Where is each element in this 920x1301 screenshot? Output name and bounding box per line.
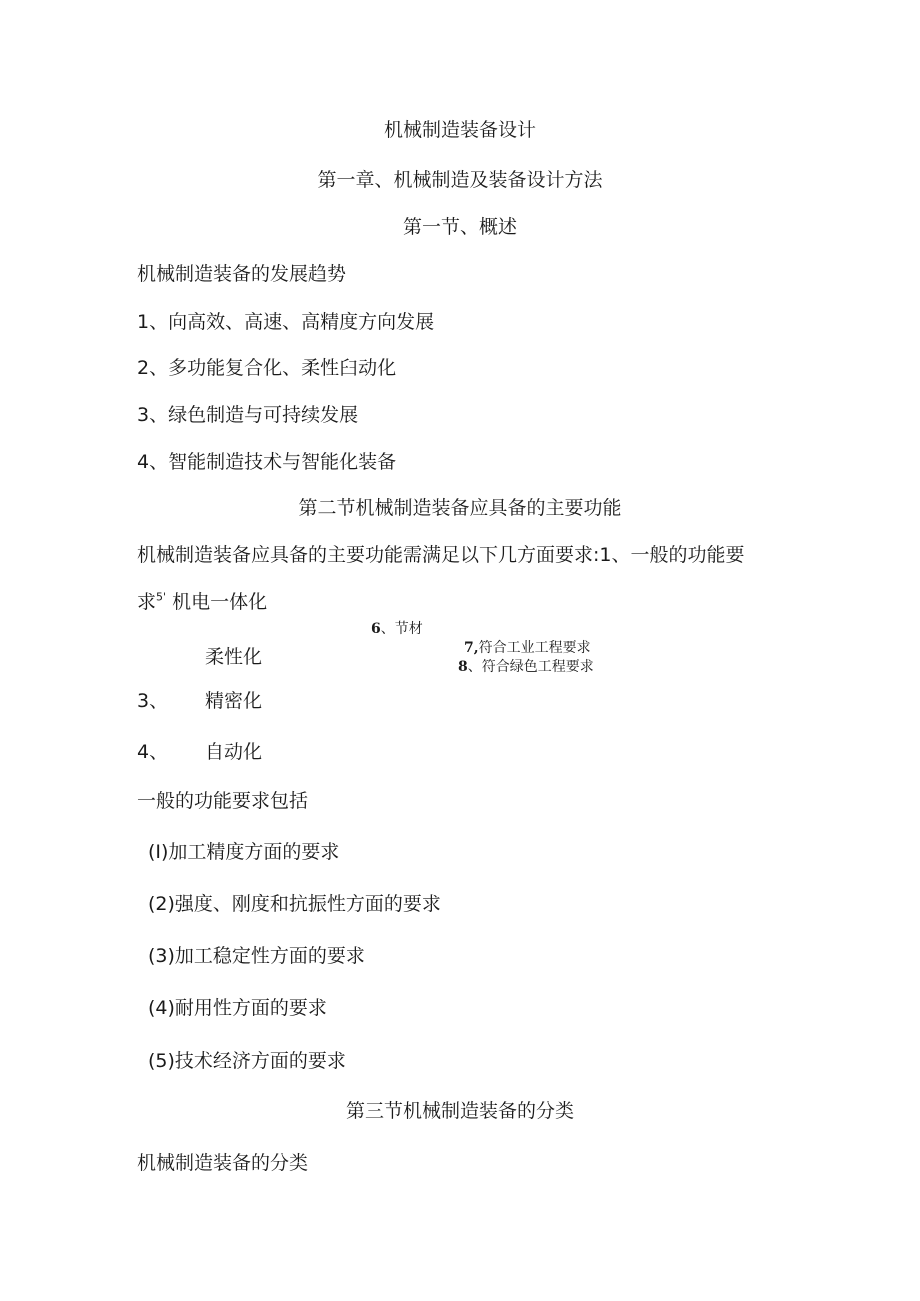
small-list-item <box>371 620 423 638</box>
section3-subheading: 机械制造装备的分类 <box>137 1152 309 1174</box>
small-item-number: 6 <box>371 621 381 637</box>
function-list-item-number: 4、 <box>137 741 169 763</box>
small-item-number: 7, <box>464 640 479 656</box>
general-requirement-item: (5)技术经济方面的要求 <box>148 1050 346 1072</box>
function-list-item-number: 3、 <box>137 690 169 712</box>
section2-paragraph-line1: 机械制造装备应具备的主要功能需满足以下几方面要求:1、一般的功能要 <box>137 544 745 566</box>
trend-item-number: 4 <box>137 451 150 473</box>
general-requirement-item: (2)强度、刚度和抗振性方面的要求 <box>148 893 441 915</box>
paragraph-text: 求 <box>137 591 157 613</box>
general-requirement-item: (4)耐用性方面的要求 <box>148 997 327 1019</box>
trend-item-number: 3 <box>137 404 150 426</box>
paragraph-text: 机电一体化 <box>166 591 268 613</box>
trend-item-text: 、智能制造技术与智能化装备 <box>149 451 397 473</box>
trend-item-text: 、多功能复合化、柔性臼动化 <box>149 357 397 379</box>
chapter-heading: 第一章、机械制造及装备设计方法 <box>317 169 603 191</box>
small-item-text: 、符合绿色工程要求 <box>467 659 594 675</box>
section2-paragraph-line2 <box>137 590 267 614</box>
document-title: 机械制造装备设计 <box>383 119 536 141</box>
trend-item <box>137 310 434 334</box>
small-list-item <box>458 658 594 676</box>
trend-item-number: 2 <box>137 357 150 379</box>
section1-heading: 第一节、概述 <box>402 216 517 238</box>
function-list-item: 精密化 <box>205 690 263 712</box>
small-item-text: 、节材 <box>380 621 423 637</box>
small-item-number: 8 <box>458 659 468 675</box>
trend-item <box>137 450 396 474</box>
small-list-item <box>464 639 591 657</box>
general-requirement-item: (I)加工精度方面的要求 <box>148 841 340 863</box>
small-item-text: 符合工业工程要求 <box>478 640 591 656</box>
trend-item <box>137 356 396 380</box>
function-list-item: 柔性化 <box>205 646 263 668</box>
general-requirements-heading: 一般的功能要求包括 <box>137 790 309 812</box>
function-list-item: 自动化 <box>205 741 263 763</box>
trend-item <box>137 403 358 427</box>
trend-item-number: 1 <box>137 311 150 333</box>
section3-heading: 第三节机械制造装备的分类 <box>345 1100 574 1122</box>
trend-item-text: 、绿色制造与可持续发展 <box>149 404 359 426</box>
general-requirement-item: (3)加工稳定性方面的要求 <box>148 945 365 967</box>
trend-item-text: 、向高效、高速、高精度方向发展 <box>149 311 435 333</box>
section2-heading: 第二节机械制造装备应具备的主要功能 <box>298 497 622 519</box>
superscript-mark: 5' <box>156 590 167 604</box>
trends-heading: 机械制造装备的发展趋势 <box>137 263 347 285</box>
